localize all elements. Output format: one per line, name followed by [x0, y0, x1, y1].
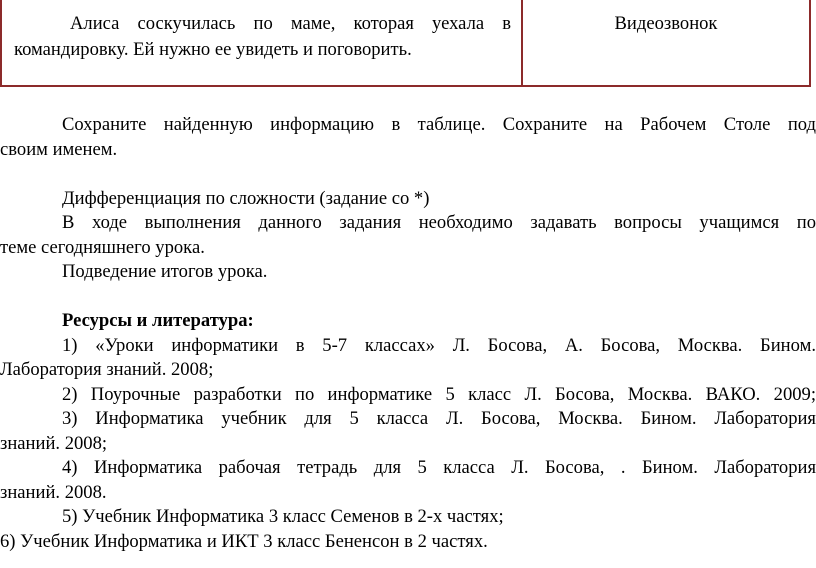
differentiation-line2: теме сегодняшнего урока.	[0, 236, 205, 258]
reference-5: 5) Учебник Информатика 3 класс Семенов в 2-х частях;	[62, 506, 504, 527]
task-text-line2: командировку. Ей нужно ее увидеть и поговорить.	[14, 39, 412, 60]
answer-cell	[523, 0, 809, 85]
spacer	[0, 285, 816, 310]
task-cell	[2, 0, 523, 85]
lesson-summary: Подведение итогов урока.	[62, 261, 268, 282]
spacer	[0, 162, 816, 187]
differentiation-line1: В ходе выполнения данного задания необходимо задавать вопросы учащимся по	[62, 212, 816, 233]
answer-text: Видеозвонок	[614, 13, 718, 34]
reference-4-line1: 4) Информатика рабочая тетрадь для 5 класса Л. Босова, . Бином. Лаборатория	[62, 457, 816, 478]
reference-3-line1: 3) Информатика учебник для 5 класса Л. Босова, Москва. Бином. Лаборатория	[62, 408, 816, 429]
reference-2: 2) Поурочные разработки по информатике 5 класс Л. Босова, Москва. ВАКО. 2009;	[62, 383, 816, 405]
document-body	[0, 113, 816, 554]
reference-6: 6) Учебник Информатика и ИКТ 3 класс Бененсон в 2 частях.	[0, 530, 488, 552]
resources-heading: Ресурсы и литература:	[62, 310, 254, 331]
differentiation-title: Дифференциация по сложности (задание со *)	[62, 187, 430, 209]
save-instruction-line1: Сохраните найденную информацию в таблице. Сохраните на Рабочем Столе под	[62, 114, 816, 135]
task-text-line1: Алиса соскучилась по маме, которая уехала в	[70, 13, 511, 34]
reference-4-line2: знаний. 2008.	[0, 481, 107, 503]
save-instruction-line2: своим именем.	[0, 138, 118, 160]
reference-1-line1: 1) «Уроки информатики в 5-7 классах» Л. Босова, А. Босова, Москва. Бином.	[62, 334, 816, 356]
task-table	[0, 0, 811, 87]
reference-3-line2: знаний. 2008;	[0, 432, 108, 454]
reference-1-line2: Лаборатория знаний. 2008;	[0, 359, 214, 380]
